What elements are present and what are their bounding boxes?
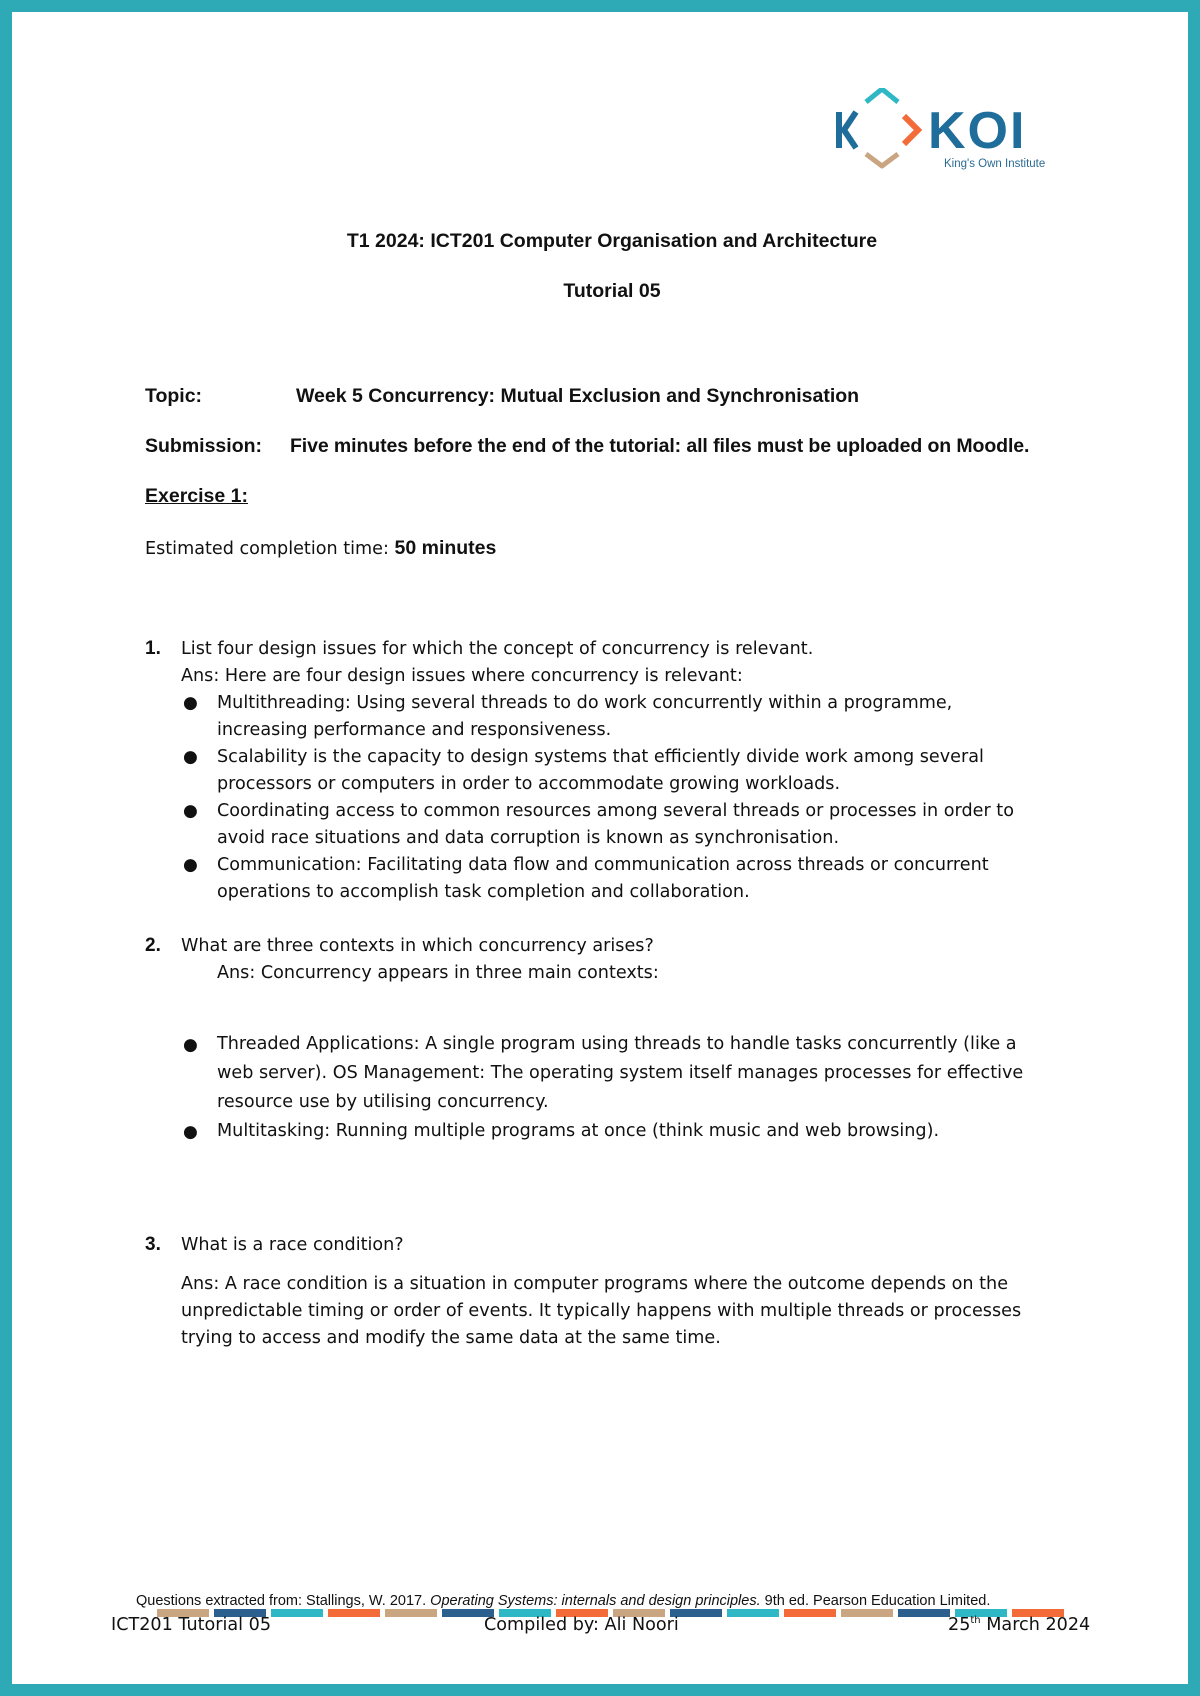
question-number: 3. <box>145 1234 161 1255</box>
answer-intro: Ans: Here are four design issues where concurrency is relevant: <box>181 666 743 686</box>
question-text: List four design issues for which the concept of concurrency is relevant. <box>181 639 814 659</box>
tutorial-title: Tutorial 05 <box>563 280 661 302</box>
exercise-heading: Exercise 1: <box>145 485 248 507</box>
bullet-icon: ● <box>183 1122 198 1142</box>
topic-label: Topic: <box>145 385 203 407</box>
source-suffix: 9th ed. Pearson Education Limited. <box>760 1593 991 1609</box>
strip-segment <box>841 1609 893 1617</box>
answer-text: Ans: A race condition is a situation in computer programs where the outcome depends on the unpredictable timing or order of events. It typically happens with multiple threads or processes trying to access and modify the same data at the same time. <box>181 1274 1022 1348</box>
answer-bullet: Coordinating access to common resources among several threads or processes in order to avoid race situations and data corruption is known as synchronisation. <box>217 801 1014 848</box>
footer-center: Compiled by: Ali Noori <box>484 1615 679 1635</box>
answer-bullet: Multithreading: Using several threads to do work concurrently within a programme, increasing performance and responsiveness. <box>217 693 953 740</box>
strip-segment <box>727 1609 779 1617</box>
answer-bullet: Threaded Applications: A single program using threads to handle tasks concurrently (like a web server). OS Management: The operating system itself manages processes for effective resource use by utilising concurrency. <box>217 1034 1024 1112</box>
strip-segment <box>385 1609 437 1617</box>
answer-bullet: Multitasking: Running multiple programs at once (think music and web browsing). <box>217 1121 940 1141</box>
logo-tagline: King's Own Institute <box>944 158 1046 170</box>
bullet-icon: ● <box>183 801 198 821</box>
footer-date <box>948 1615 1090 1635</box>
answer-bullet: Scalability is the capacity to design systems that efficiently divide work among several processors or computers in order to accommodate growing workloads. <box>217 747 984 794</box>
strip-segment <box>271 1609 323 1617</box>
bullet-icon: ● <box>183 1035 198 1055</box>
date-suffix: th <box>970 1615 981 1627</box>
estimated-time-label: Estimated completion time: <box>145 539 395 559</box>
footer-left: ICT201 Tutorial 05 <box>111 1615 272 1635</box>
submission-value: Five minutes before the end of the tutorial: all files must be uploaded on Moodle. <box>290 435 1030 457</box>
submission-label: Submission: <box>145 435 263 457</box>
koi-logo <box>834 88 1060 176</box>
source-title: Operating Systems: internals and design principles. <box>430 1593 761 1609</box>
question-text: What are three contexts in which concurrency arises? <box>181 936 654 956</box>
strip-segment <box>328 1609 380 1617</box>
logo-wordmark: KOI <box>928 102 1027 160</box>
strip-segment <box>898 1609 950 1617</box>
question-number: 2. <box>145 935 161 956</box>
topic-value: Week 5 Concurrency: Mutual Exclusion and Synchronisation <box>296 385 860 407</box>
answer-intro: Ans: Concurrency appears in three main contexts: <box>217 963 659 983</box>
date-day: 25 <box>948 1615 971 1635</box>
answer-bullet: Communication: Facilitating data flow and communication across threads or concurrent operations to accomplish task completion and collaboration. <box>217 855 989 902</box>
question-number: 1. <box>145 638 161 659</box>
question-text: What is a race condition? <box>181 1235 404 1255</box>
bullet-icon: ● <box>183 693 198 713</box>
date-rest: March 2024 <box>980 1615 1091 1635</box>
source-prefix: Questions extracted from: Stallings, W. 2017. <box>136 1593 431 1609</box>
footer-source <box>136 1593 990 1609</box>
bullet-icon: ● <box>183 855 198 875</box>
bullet-icon: ● <box>183 747 198 767</box>
estimated-time-value: 50 minutes <box>394 537 497 559</box>
strip-segment <box>784 1609 836 1617</box>
estimated-time <box>145 537 496 560</box>
course-title: T1 2024: ICT201 Computer Organisation and Architecture <box>346 230 878 252</box>
